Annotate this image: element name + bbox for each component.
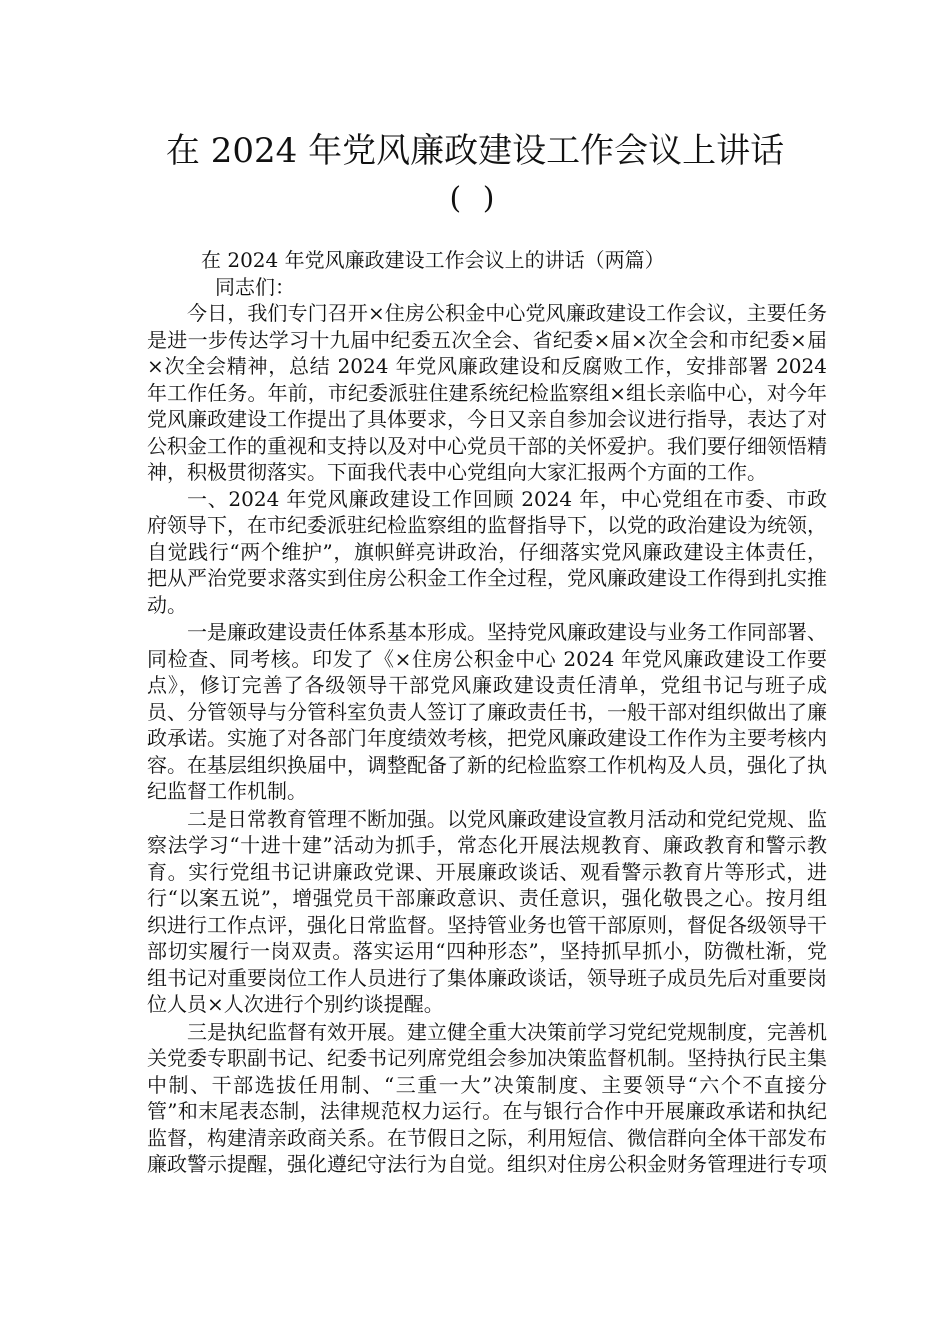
paragraph-responsibility-system: 一是廉政建设责任体系基本形成。坚持党风廉政建设与业务工作同部署、同检查、同考核。印发了《×住房公积金中心 2024 年党风廉政建设工作要点》，修订完善了各级领导干部党风廉政建设责任清单，党组书记与班子成员、分管领导与分管科室负责人签订了廉政责任书，一般干部对组织做出了廉政承诺。实施了对各部门年度绩效考核，把党风廉政建设工作作为主要考核内容。在基层组织换届中，调整配备了新的纪检监察工作机构及人员，强化了执纪监督工作机制。 xyxy=(147,620,827,803)
document-title-parentheses: ( ) xyxy=(449,181,501,216)
document-title: 在 2024 年党风廉政建设工作会议上讲话 xyxy=(165,131,785,171)
document-body xyxy=(147,247,827,1178)
salutation: 同志们： xyxy=(215,274,295,299)
paragraph-supervision: 三是执纪监督有效开展。建立健全重大决策前学习党纪党规制度，完善机关党委专职副书记、纪委书记列席党组会参加决策监督机制。坚持执行民主集中制、干部选拔任用制、“三重一大”决策制度、主要领导“六个不直接分管”和末尾表态制，法律规范权力运行。在与银行合作中开展廉政承诺和执纪监督，构建清亲政商关系。在节假日之际，利用短信、微信群向全体干部发布廉政警示提醒，强化遵纪守法行为自觉。组织对住房公积金财务管理进行专项 xyxy=(147,1019,827,1176)
paragraph-review: 一、2024 年党风廉政建设工作回顾 2024 年，中心党组在市委、市政府领导下，在市纪委派驻纪检监察组的监督指导下，以党的政治建设为统领，自觉践行“两个维护”，旗帜鲜亮讲政治，仔细落实党风廉政建设主体责任，把从严治党要求落实到住房公积金工作全过程，党风廉政建设工作得到扎实推动。 xyxy=(147,486,827,617)
document-subtitle: 在 2024 年党风廉政建设工作会议上的讲话（两篇） xyxy=(201,248,665,272)
paragraph-intro: 今日，我们专门召开×住房公积金中心党风廉政建设工作会议，主要任务是进一步传达学习十九届中纪委五次全会、省纪委×届×次全会和市纪委×届×次全会精神，总结 2024 年党风廉政建设和反腐败工作，安排部署 2024 年工作任务。年前，市纪委派驻住建系统纪检监察组×组长亲临中心，对今年党风廉政建设工作提出了具体要求，今日又亲自参加会议进行指导，表达了对公积金工作的重视和支持以及对中心党员干部的关怀爱护。我们要仔细领悟精神，积极贯彻落实。下面我代表中心党组向大家汇报两个方面的工作。 xyxy=(147,301,827,484)
paragraph-education-management: 二是日常教育管理不断加强。以党风廉政建设宣教月活动和党纪党规、监察法学习“十进十建”活动为抓手，常态化开展法规教育、廉政教育和警示教育。实行党组书记讲廉政党课、开展廉政谈话、观看警示教育片等形式，进行“以案五说”，增强党员干部廉政意识、责任意识，强化敬畏之心。按月组织进行工作点评，强化日常监督。坚持管业务也管干部原则，督促各级领导干部切实履行一岗双责。落实运用“四种形态”，坚持抓早抓小，防微杜渐，党组书记对重要岗位工作人员进行了集体廉政谈话，领导班子成员先后对重要岗位人员×人次进行个别约谈提醒。 xyxy=(147,806,827,1016)
